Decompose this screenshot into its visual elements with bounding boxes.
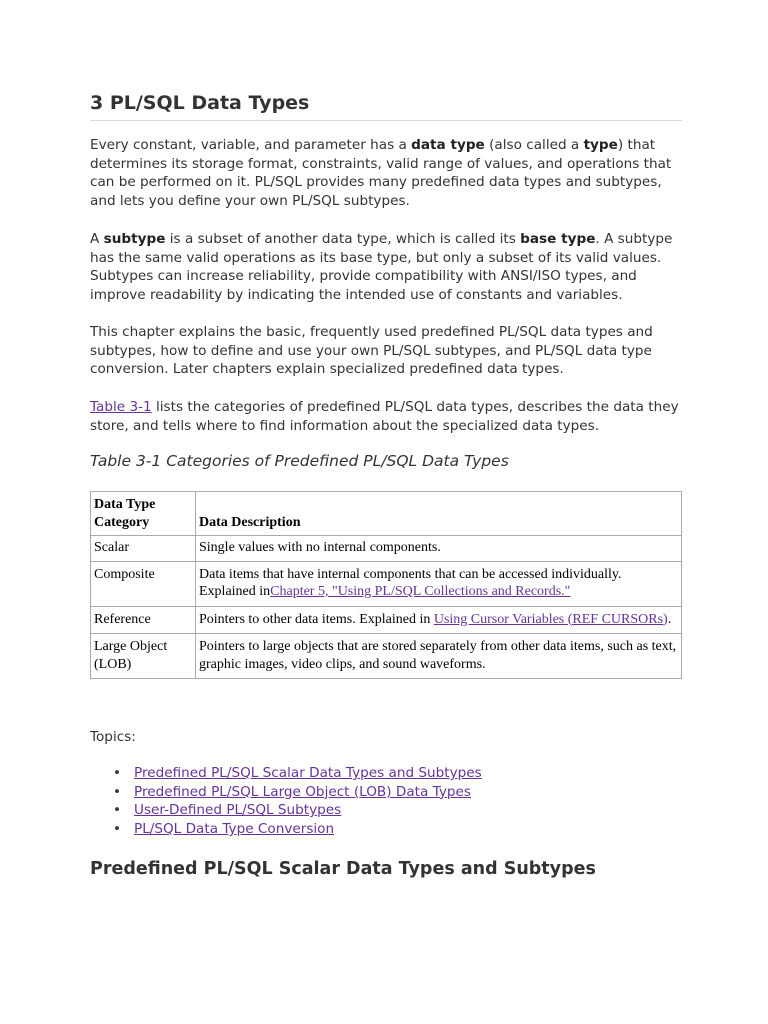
subtype-text-1: A: [90, 231, 104, 247]
bullet-icon: •: [113, 802, 122, 819]
subtype-bold-base-type: base type: [520, 231, 596, 247]
table-header-row: [91, 492, 682, 536]
chapter-paragraph: This chapter explains the basic, frequently used predefined PL/SQL data types and subtypes, how to define and use your own PL/SQL subtypes, and PL/SQL data type conversion. Later chapters explain specialized predefined data types.: [90, 324, 653, 377]
description-period: .: [667, 611, 672, 627]
topic-link-user-defined[interactable]: User-Defined PL/SQL Subtypes: [134, 802, 342, 819]
table-row: [91, 606, 682, 634]
subtype-text-3: . A subtype has the same valid operations as its base type, but only a subset of its valid values. Subtypes can increase reliability, provide compatibility with ANSI/ISO types, and improve readability by indicating the intended use of constants and variables.: [90, 231, 673, 303]
table-row: [91, 561, 682, 606]
description-text: Data items that have internal components that can be accessed individually. Explained in: [199, 566, 622, 599]
description-text: Pointers to other data items. Explained in: [199, 611, 434, 627]
header-data-type-category: Data Type Category: [91, 492, 196, 536]
bullet-icon: •: [113, 765, 122, 781]
table-row: [91, 634, 682, 679]
section-heading: Predefined PL/SQL Scalar Data Types and Subtypes: [90, 859, 596, 879]
topics-list: [90, 764, 482, 839]
category-cell: Reference: [91, 606, 196, 634]
table-reference-paragraph: [90, 398, 682, 435]
chapter-5-link[interactable]: Chapter 5, "Using PL/SQL Collections and Records.": [270, 584, 571, 599]
intro-text-2: (also called a: [484, 137, 584, 153]
category-cell: Large Object (LOB): [91, 634, 196, 679]
description-cell: [196, 606, 682, 634]
intro-text-1: Every constant, variable, and parameter has a: [90, 137, 412, 153]
subtype-text-2: is a subset of another data type, which is called its: [165, 231, 521, 247]
bullet-icon: •: [113, 783, 122, 800]
category-cell: Scalar: [91, 536, 196, 562]
description-cell: [196, 561, 682, 606]
description-cell: Pointers to large objects that are stored separately from other data items, such as text, graphic images, video clips, and sound waveforms.: [196, 634, 682, 679]
list-item: [113, 783, 482, 802]
topic-link-scalar[interactable]: Predefined PL/SQL Scalar Data Types and Subtypes: [134, 765, 482, 781]
list-item: [113, 820, 482, 839]
subtype-paragraph: [90, 230, 682, 304]
topic-link-lob[interactable]: Predefined PL/SQL Large Object (LOB) Data Types: [134, 783, 471, 800]
topic-link-conversion[interactable]: PL/SQL Data Type Conversion: [134, 821, 335, 838]
table-reference-text: lists the categories of predefined PL/SQL data types, describes the data they store, and tells where to find information about the specialized data types.: [90, 399, 679, 434]
cursor-variables-link[interactable]: Using Cursor Variables (REF CURSORs): [433, 611, 668, 627]
description-cell: Single values with no internal components.: [196, 536, 682, 562]
intro-bold-data-type: data type: [411, 137, 485, 153]
data-type-categories-table: [90, 491, 682, 679]
list-item: [113, 764, 482, 783]
bullet-icon: •: [113, 821, 122, 838]
header-data-description: Data Description: [196, 492, 682, 536]
category-cell: Composite: [91, 561, 196, 606]
page-title: 3 PL/SQL Data Types: [90, 92, 682, 121]
intro-bold-type: type: [583, 137, 618, 153]
list-item: [113, 801, 482, 820]
topics-label: Topics:: [90, 729, 136, 745]
table-caption: Table 3-1 Categories of Predefined PL/SQL Data Types: [90, 452, 509, 470]
intro-text-3: ) that determines its storage format, constraints, valid range of values, and operations that can be performed on it. PL/SQL provides many predefined data types and subtypes, and lets you define your own PL/SQL subtypes.: [90, 137, 672, 209]
table-3-1-link[interactable]: Table 3-1: [90, 399, 152, 415]
intro-paragraph: [90, 136, 682, 210]
subtype-bold-subtype: subtype: [103, 231, 166, 247]
table-row: [91, 536, 682, 562]
